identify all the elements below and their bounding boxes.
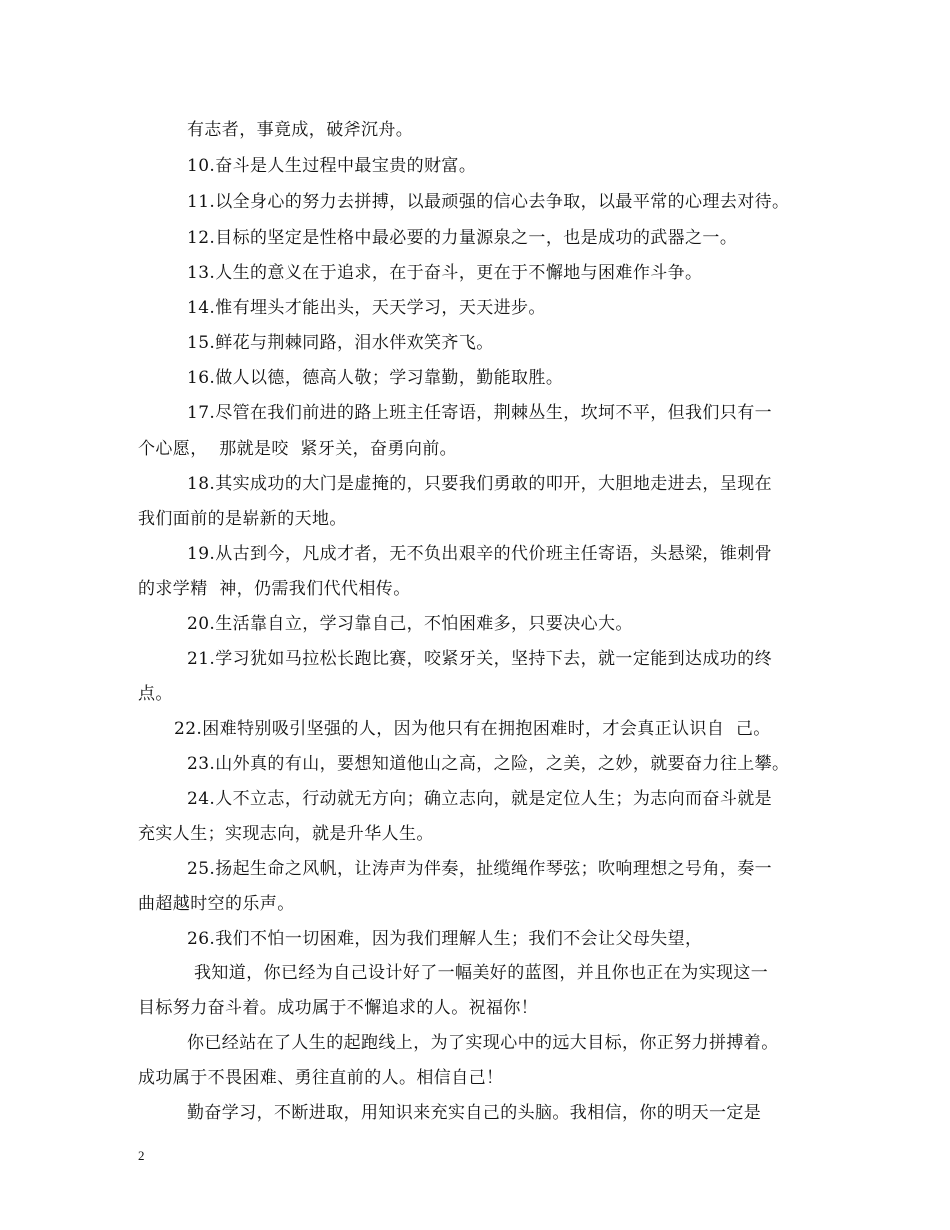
text-line: 充实人生；实现志向，就是升华人生。 bbox=[138, 824, 434, 844]
text-line: 24.人不立志，行动就无方向；确立志向，就是定位人生；为志向而奋斗就是 bbox=[187, 789, 773, 809]
text-line: 17.尽管在我们前进的路上班主任寄语，荆棘丛生，坎坷不平，但我们只有一 bbox=[187, 403, 773, 423]
text-line: 你已经站在了人生的起跑线上，为了实现心中的远大目标，你正努力拼搏着。 bbox=[187, 1033, 779, 1053]
text-line: 曲超越时空的乐声。 bbox=[138, 894, 295, 914]
text-line: 点。 bbox=[138, 684, 173, 704]
page-number: 2 bbox=[138, 1148, 145, 1163]
text-line: 20.生活靠自立，学习靠自己，不怕困难多，只要决心大。 bbox=[187, 614, 633, 634]
text-line: 23.山外真的有山，要想知道他山之高，之险，之美，之妙，就要奋力往上攀。 bbox=[187, 754, 790, 774]
text-line: 11.以全身心的努力去拼搏，以最顽强的信心去争取，以最平常的心理去对待。 bbox=[187, 192, 790, 212]
text-line: 15.鲜花与荆棘同路，泪水伴欢笑齐飞。 bbox=[187, 333, 494, 353]
text-line: 有志者，事竟成，破斧沉舟。 bbox=[187, 120, 414, 140]
text-line: 成功属于不畏困难、勇往直前的人。相信自己！ bbox=[138, 1068, 504, 1088]
text-line: 我们面前的是崭新的天地。 bbox=[138, 509, 347, 529]
text-line: 个心愿， 那就是咬 紧牙关，奋勇向前。 bbox=[138, 439, 458, 459]
text-line: 14.惟有埋头才能出头，天天学习，天天进步。 bbox=[187, 298, 546, 318]
text-line: 目标努力奋斗着。成功属于不懈追求的人。祝福你！ bbox=[138, 998, 539, 1018]
text-line: 的求学精 神，仍需我们代代相传。 bbox=[138, 579, 411, 599]
text-line: 13.人生的意义在于追求，在于奋斗，更在于不懈地与困难作斗争。 bbox=[187, 263, 703, 283]
text-line: 22.困难特别吸引坚强的人，因为他只有在拥抱困难时，才会真正认识自 己。 bbox=[174, 719, 771, 739]
text-line: 25.扬起生命之风帆，让涛声为伴奏，扯缆绳作琴弦；吹响理想之号角，奏一 bbox=[187, 859, 773, 879]
text-line: 26.我们不怕一切困难，因为我们理解人生；我们不会让父母失望， bbox=[187, 929, 703, 949]
text-line: 12.目标的坚定是性格中最必要的力量源泉之一，也是成功的武器之一。 bbox=[187, 228, 738, 248]
text-line: 勤奋学习，不断进取，用知识来充实自己的头脑。我相信，你的明天一定是 bbox=[187, 1103, 762, 1123]
text-line: 10.奋斗是人生过程中最宝贵的财富。 bbox=[187, 156, 477, 176]
text-line: 21.学习犹如马拉松长跑比赛，咬紧牙关，坚持下去，就一定能到达成功的终 bbox=[187, 649, 773, 669]
text-line: 我知道，你已经为自己设计好了一幅美好的蓝图，并且你也正在为实现这一 bbox=[194, 963, 769, 983]
text-line: 18.其实成功的大门是虚掩的，只要我们勇敢的叩开，大胆地走进去，呈现在 bbox=[187, 474, 773, 494]
text-line: 16.做人以德，德高人敬；学习靠勤，勤能取胜。 bbox=[187, 368, 564, 388]
text-line: 19.从古到今，凡成才者，无不负出艰辛的代价班主任寄语，头悬梁，锥刺骨 bbox=[187, 544, 773, 564]
